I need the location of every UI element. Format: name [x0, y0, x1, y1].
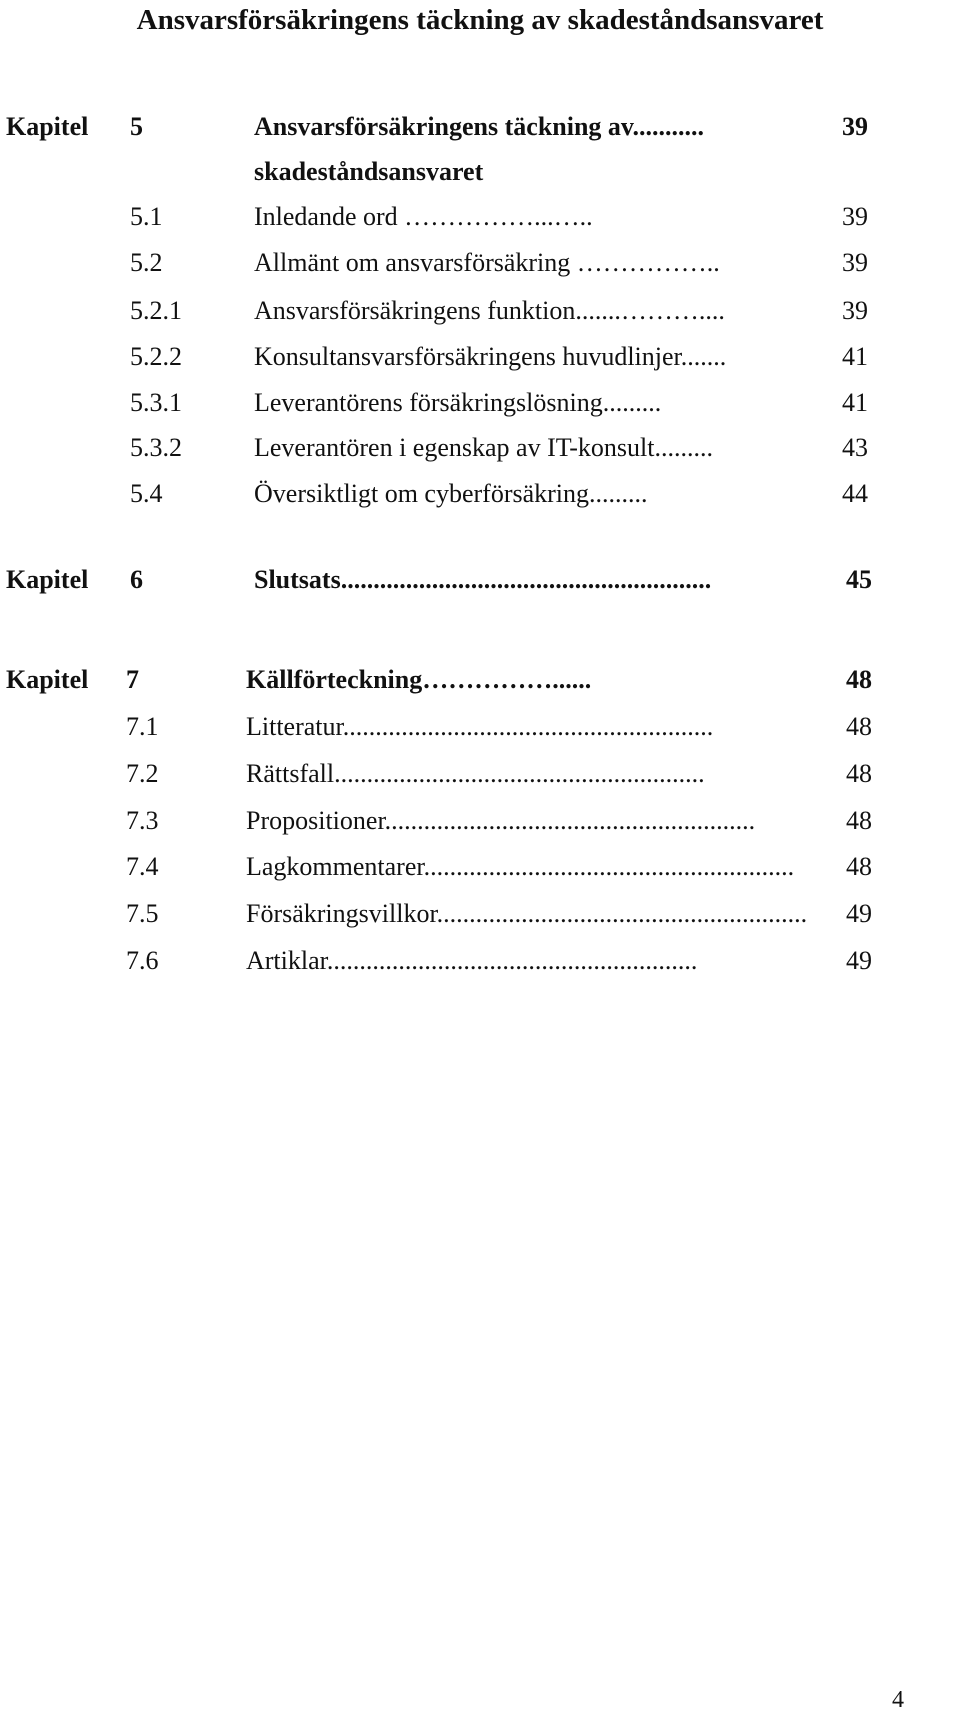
- section-page: 41: [842, 388, 868, 417]
- section-title: Leverantören i egenskap av IT-konsult.........: [254, 433, 713, 462]
- section-number: 5.4: [130, 479, 163, 508]
- chapter-page: 48: [846, 665, 872, 694]
- section-page: 48: [846, 759, 872, 788]
- section-number: 7.2: [126, 759, 159, 788]
- section-page: 49: [846, 899, 872, 928]
- chapter-label: Kapitel: [6, 112, 89, 141]
- section-title: Försäkringsvillkor.........................................................: [246, 899, 808, 928]
- page-number: 4: [892, 1687, 904, 1713]
- section-number: 5.1: [130, 202, 163, 231]
- section-page: 39: [842, 202, 868, 231]
- chapter-number: 5: [130, 112, 143, 141]
- section-title: Leverantörens försäkringslösning.........: [254, 388, 662, 417]
- section-page: 48: [846, 852, 872, 881]
- section-page: 48: [846, 806, 872, 835]
- section-title: Inledande ord ……………...…..: [254, 202, 593, 231]
- section-number: 7.4: [126, 852, 159, 881]
- section-page: 44: [842, 479, 868, 508]
- chapter-title: Slutsats.........................................................: [254, 565, 712, 594]
- section-page: 49: [846, 946, 872, 975]
- chapter-label: Kapitel: [6, 565, 89, 594]
- section-page: 39: [842, 248, 868, 277]
- chapter-number: 7: [126, 665, 139, 694]
- section-page: 41: [842, 342, 868, 371]
- section-number: 5.2.2: [130, 342, 182, 371]
- page-title: Ansvarsförsäkringens täckning av skadeståndsansvaret: [136, 4, 824, 36]
- section-title: Ansvarsförsäkringens funktion.......………....: [254, 296, 725, 325]
- chapter-label: Kapitel: [6, 665, 89, 694]
- section-title: Litteratur.........................................................: [246, 712, 714, 741]
- section-page: 39: [842, 296, 868, 325]
- section-number: 7.6: [126, 946, 159, 975]
- section-number: 5.2.1: [130, 296, 182, 325]
- chapter-title: Ansvarsförsäkringens täckning av...........: [254, 112, 704, 141]
- chapter-number: 6: [130, 565, 143, 594]
- section-page: 43: [842, 433, 868, 462]
- section-title: Allmänt om ansvarsförsäkring ……………..: [254, 248, 720, 277]
- section-title: Artiklar.........................................................: [246, 946, 698, 975]
- section-number: 5.3.1: [130, 388, 182, 417]
- section-title: Rättsfall.........................................................: [246, 759, 705, 788]
- section-number: 5.2: [130, 248, 163, 277]
- section-page: 48: [846, 712, 872, 741]
- chapter-title: Källförteckning……………......: [246, 665, 592, 694]
- section-number: 7.1: [126, 712, 159, 741]
- chapter-page: 45: [846, 565, 872, 594]
- chapter-page: 39: [842, 112, 868, 141]
- section-title: Lagkommentarer.........................................................: [246, 852, 795, 881]
- section-number: 7.5: [126, 899, 159, 928]
- section-title: Översiktligt om cyberförsäkring.........: [254, 479, 648, 508]
- section-number: 5.3.2: [130, 433, 182, 462]
- section-title: Konsultansvarsförsäkringens huvudlinjer.......: [254, 342, 727, 371]
- section-title: Propositioner.........................................................: [246, 806, 756, 835]
- section-number: 7.3: [126, 806, 159, 835]
- chapter-title-continued: skadeståndsansvaret: [254, 157, 484, 186]
